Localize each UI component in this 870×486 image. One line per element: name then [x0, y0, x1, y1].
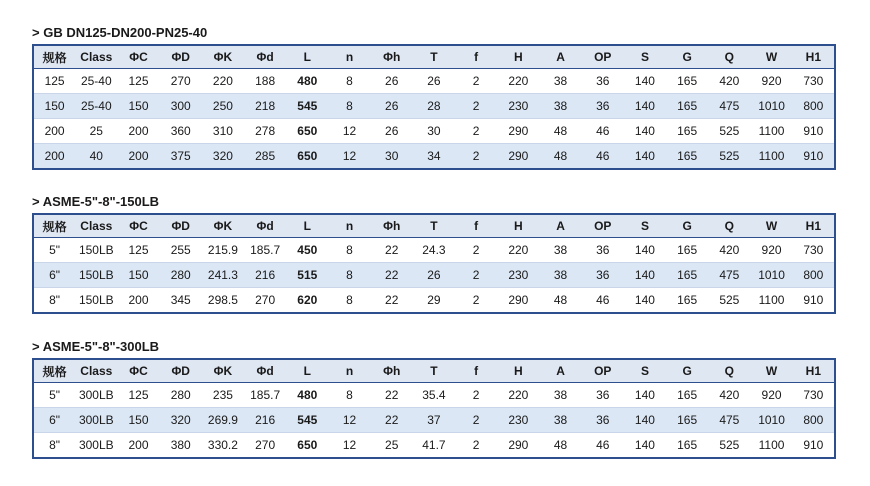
table-cell: 525 — [708, 119, 750, 144]
table-cell: 920 — [750, 383, 792, 408]
table-cell: 330.2 — [202, 433, 244, 459]
table-cell: 140 — [624, 94, 666, 119]
table-cell: 12 — [328, 119, 370, 144]
table-cell: 150LB — [75, 238, 117, 263]
table-cell: 165 — [666, 433, 708, 459]
table-cell: 650 — [286, 144, 328, 170]
table-cell: 345 — [160, 288, 202, 314]
table-cell: 200 — [117, 119, 159, 144]
table-cell: 230 — [497, 263, 539, 288]
table-cell: 216 — [244, 408, 286, 433]
column-header: T — [413, 45, 455, 69]
table-cell: 185.7 — [244, 238, 286, 263]
table-cell: 730 — [793, 69, 835, 94]
table-cell: 140 — [624, 408, 666, 433]
column-header: H — [497, 45, 539, 69]
column-header: S — [624, 45, 666, 69]
table-cell: 475 — [708, 408, 750, 433]
column-header: W — [750, 214, 792, 238]
column-header: H1 — [793, 45, 835, 69]
table-cell: 22 — [371, 408, 413, 433]
table-cell: 22 — [371, 238, 413, 263]
column-header: ΦC — [117, 214, 159, 238]
table-cell: 235 — [202, 383, 244, 408]
table-cell: 165 — [666, 238, 708, 263]
table-row — [33, 288, 835, 314]
column-header: 规格 — [33, 359, 75, 383]
table-cell: 26 — [413, 69, 455, 94]
table-cell: 290 — [497, 288, 539, 314]
spec-table — [32, 358, 836, 459]
table-cell: 200 — [117, 144, 159, 170]
column-header: n — [328, 359, 370, 383]
table-row — [33, 144, 835, 170]
table-cell: 38 — [539, 408, 581, 433]
table-cell: 36 — [582, 69, 624, 94]
table-cell: 300LB — [75, 433, 117, 459]
table-cell: 165 — [666, 69, 708, 94]
column-header: Q — [708, 359, 750, 383]
table-cell: 25 — [75, 119, 117, 144]
column-header: A — [539, 214, 581, 238]
table-cell: 26 — [371, 94, 413, 119]
table-cell: 165 — [666, 263, 708, 288]
column-header: L — [286, 214, 328, 238]
column-header: G — [666, 214, 708, 238]
table-cell: 480 — [286, 69, 328, 94]
table-cell: 150LB — [75, 263, 117, 288]
table-cell: 8 — [328, 238, 370, 263]
table-cell: 230 — [497, 94, 539, 119]
column-header: ΦD — [160, 359, 202, 383]
table-cell: 188 — [244, 69, 286, 94]
table-cell: 2 — [455, 144, 497, 170]
table-cell: 800 — [793, 94, 835, 119]
table-cell: 375 — [160, 144, 202, 170]
table-cell: 380 — [160, 433, 202, 459]
table-row — [33, 383, 835, 408]
table-cell: 300LB — [75, 383, 117, 408]
table-cell: 165 — [666, 94, 708, 119]
header-row — [33, 359, 835, 383]
table-cell: 41.7 — [413, 433, 455, 459]
table-cell: 2 — [455, 263, 497, 288]
section-title: > GB DN125-DN200-PN25-40 — [32, 25, 208, 40]
table-cell: 26 — [371, 119, 413, 144]
column-header: Φd — [244, 214, 286, 238]
table-cell: 36 — [582, 94, 624, 119]
table-cell: 30 — [371, 144, 413, 170]
table-cell: 515 — [286, 263, 328, 288]
column-header: ΦD — [160, 45, 202, 69]
table-cell: 46 — [582, 119, 624, 144]
column-header: T — [413, 214, 455, 238]
table-cell: 38 — [539, 69, 581, 94]
table-cell: 800 — [793, 408, 835, 433]
column-header: n — [328, 45, 370, 69]
table-cell: 450 — [286, 238, 328, 263]
table-cell: 1100 — [750, 119, 792, 144]
table-cell: 36 — [582, 263, 624, 288]
table-cell: 1010 — [750, 94, 792, 119]
table-cell: 25-40 — [75, 94, 117, 119]
table-cell: 38 — [539, 238, 581, 263]
column-header: n — [328, 214, 370, 238]
table-cell: 216 — [244, 263, 286, 288]
table-cell: 290 — [497, 144, 539, 170]
column-header: Class — [75, 214, 117, 238]
table-cell: 22 — [371, 383, 413, 408]
column-header: ΦC — [117, 359, 159, 383]
table-cell: 280 — [160, 263, 202, 288]
table-cell: 250 — [202, 94, 244, 119]
column-header: f — [455, 359, 497, 383]
column-header: Class — [75, 359, 117, 383]
table-cell: 26 — [413, 263, 455, 288]
table-cell: 1100 — [750, 433, 792, 459]
column-header: Φh — [371, 359, 413, 383]
spec-table — [32, 213, 836, 314]
table-cell: 26 — [371, 69, 413, 94]
table-cell: 480 — [286, 383, 328, 408]
column-header: S — [624, 359, 666, 383]
table-row — [33, 69, 835, 94]
column-header: G — [666, 359, 708, 383]
table-cell: 8 — [328, 383, 370, 408]
table-cell: 525 — [708, 433, 750, 459]
table-cell: 290 — [497, 119, 539, 144]
table-cell: 241.3 — [202, 263, 244, 288]
table-cell: 165 — [666, 144, 708, 170]
table-cell: 910 — [793, 288, 835, 314]
table-cell: 5" — [33, 238, 75, 263]
table-row — [33, 263, 835, 288]
column-header: W — [750, 359, 792, 383]
table-cell: 140 — [624, 433, 666, 459]
table-cell: 140 — [624, 288, 666, 314]
table-cell: 920 — [750, 238, 792, 263]
column-header: H1 — [793, 214, 835, 238]
table-cell: 8 — [328, 69, 370, 94]
table-row — [33, 408, 835, 433]
table-cell: 37 — [413, 408, 455, 433]
table-cell: 150LB — [75, 288, 117, 314]
column-header: L — [286, 359, 328, 383]
column-header: 规格 — [33, 214, 75, 238]
table-cell: 36 — [582, 238, 624, 263]
table-cell: 2 — [455, 238, 497, 263]
table-cell: 38 — [539, 383, 581, 408]
table-cell: 220 — [497, 238, 539, 263]
table-cell: 2 — [455, 288, 497, 314]
table-cell: 150 — [117, 408, 159, 433]
header-row — [33, 214, 835, 238]
table-cell: 140 — [624, 144, 666, 170]
column-header: ΦD — [160, 214, 202, 238]
table-cell: 2 — [455, 408, 497, 433]
table-cell: 165 — [666, 288, 708, 314]
table-cell: 285 — [244, 144, 286, 170]
table-cell: 6" — [33, 408, 75, 433]
table-cell: 650 — [286, 119, 328, 144]
column-header: Φh — [371, 45, 413, 69]
table-cell: 40 — [75, 144, 117, 170]
table-cell: 24.3 — [413, 238, 455, 263]
table-cell: 270 — [244, 288, 286, 314]
asme-150lb-section — [32, 193, 836, 314]
table-cell: 200 — [33, 119, 75, 144]
table-cell: 12 — [328, 408, 370, 433]
table-cell: 35.4 — [413, 383, 455, 408]
table-cell: 165 — [666, 408, 708, 433]
table-cell: 730 — [793, 238, 835, 263]
column-header: Φd — [244, 45, 286, 69]
table-cell: 525 — [708, 144, 750, 170]
column-header: 规格 — [33, 45, 75, 69]
table-cell: 125 — [117, 238, 159, 263]
table-cell: 1010 — [750, 263, 792, 288]
table-cell: 150 — [117, 94, 159, 119]
table-cell: 46 — [582, 288, 624, 314]
table-cell: 12 — [328, 144, 370, 170]
table-cell: 46 — [582, 433, 624, 459]
table-cell: 140 — [624, 69, 666, 94]
table-cell: 2 — [455, 119, 497, 144]
table-cell: 910 — [793, 119, 835, 144]
table-cell: 360 — [160, 119, 202, 144]
spec-table — [32, 44, 836, 170]
table-cell: 125 — [117, 69, 159, 94]
table-cell: 200 — [117, 433, 159, 459]
table-cell: 1100 — [750, 144, 792, 170]
header-row — [33, 45, 835, 69]
table-cell: 140 — [624, 238, 666, 263]
table-cell: 46 — [582, 144, 624, 170]
table-cell: 290 — [497, 433, 539, 459]
column-header: ΦC — [117, 45, 159, 69]
table-cell: 220 — [497, 383, 539, 408]
column-header: OP — [582, 45, 624, 69]
column-header: S — [624, 214, 666, 238]
table-cell: 185.7 — [244, 383, 286, 408]
table-cell: 270 — [244, 433, 286, 459]
table-cell: 320 — [160, 408, 202, 433]
table-cell: 28 — [413, 94, 455, 119]
table-cell: 125 — [33, 69, 75, 94]
table-cell: 48 — [539, 433, 581, 459]
table-cell: 6" — [33, 263, 75, 288]
table-cell: 140 — [624, 119, 666, 144]
table-cell: 298.5 — [202, 288, 244, 314]
table-cell: 910 — [793, 144, 835, 170]
section-title: > ASME-5"-8"-150LB — [32, 194, 160, 209]
table-cell: 255 — [160, 238, 202, 263]
table-cell: 300 — [160, 94, 202, 119]
table-cell: 38 — [539, 263, 581, 288]
table-cell: 280 — [160, 383, 202, 408]
table-cell: 2 — [455, 433, 497, 459]
table-cell: 800 — [793, 263, 835, 288]
table-cell: 30 — [413, 119, 455, 144]
table-cell: 200 — [33, 144, 75, 170]
table-cell: 475 — [708, 263, 750, 288]
table-cell: 420 — [708, 69, 750, 94]
table-cell: 230 — [497, 408, 539, 433]
table-cell: 1010 — [750, 408, 792, 433]
table-row — [33, 238, 835, 263]
column-header: A — [539, 359, 581, 383]
table-cell: 150 — [33, 94, 75, 119]
table-cell: 165 — [666, 383, 708, 408]
table-cell: 25-40 — [75, 69, 117, 94]
gb-section — [32, 24, 836, 170]
table-cell: 545 — [286, 408, 328, 433]
column-header: OP — [582, 359, 624, 383]
table-cell: 310 — [202, 119, 244, 144]
table-cell: 320 — [202, 144, 244, 170]
table-cell: 140 — [624, 263, 666, 288]
table-cell: 22 — [371, 288, 413, 314]
table-cell: 8 — [328, 263, 370, 288]
table-cell: 200 — [117, 288, 159, 314]
table-cell: 650 — [286, 433, 328, 459]
table-cell: 910 — [793, 433, 835, 459]
column-header: H — [497, 359, 539, 383]
table-cell: 278 — [244, 119, 286, 144]
table-cell: 269.9 — [202, 408, 244, 433]
table-cell: 475 — [708, 94, 750, 119]
column-header: W — [750, 45, 792, 69]
table-cell: 150 — [117, 263, 159, 288]
table-cell: 730 — [793, 383, 835, 408]
column-header: ΦK — [202, 359, 244, 383]
table-cell: 2 — [455, 94, 497, 119]
table-cell: 48 — [539, 288, 581, 314]
table-cell: 218 — [244, 94, 286, 119]
table-cell: 420 — [708, 238, 750, 263]
asme-300lb-section — [32, 338, 836, 459]
table-cell: 1100 — [750, 288, 792, 314]
column-header: Class — [75, 45, 117, 69]
table-row — [33, 433, 835, 459]
column-header: G — [666, 45, 708, 69]
table-cell: 22 — [371, 263, 413, 288]
column-header: ΦK — [202, 45, 244, 69]
column-header: T — [413, 359, 455, 383]
table-cell: 270 — [160, 69, 202, 94]
table-cell: 48 — [539, 144, 581, 170]
column-header: Φd — [244, 359, 286, 383]
table-cell: 5" — [33, 383, 75, 408]
column-header: f — [455, 45, 497, 69]
table-cell: 525 — [708, 288, 750, 314]
table-cell: 25 — [371, 433, 413, 459]
column-header: H1 — [793, 359, 835, 383]
table-cell: 220 — [202, 69, 244, 94]
table-cell: 2 — [455, 69, 497, 94]
section-title: > ASME-5"-8"-300LB — [32, 339, 160, 354]
table-cell: 220 — [497, 69, 539, 94]
table-cell: 36 — [582, 408, 624, 433]
column-header: A — [539, 45, 581, 69]
column-header: Q — [708, 45, 750, 69]
table-cell: 8" — [33, 288, 75, 314]
column-header: f — [455, 214, 497, 238]
table-cell: 920 — [750, 69, 792, 94]
column-header: ΦK — [202, 214, 244, 238]
column-header: Φh — [371, 214, 413, 238]
table-cell: 215.9 — [202, 238, 244, 263]
table-cell: 165 — [666, 119, 708, 144]
table-cell: 620 — [286, 288, 328, 314]
table-cell: 420 — [708, 383, 750, 408]
table-cell: 545 — [286, 94, 328, 119]
table-cell: 2 — [455, 383, 497, 408]
table-cell: 140 — [624, 383, 666, 408]
table-cell: 29 — [413, 288, 455, 314]
table-cell: 8 — [328, 288, 370, 314]
table-cell: 34 — [413, 144, 455, 170]
table-row — [33, 94, 835, 119]
table-row — [33, 119, 835, 144]
table-cell: 8" — [33, 433, 75, 459]
table-cell: 8 — [328, 94, 370, 119]
column-header: Q — [708, 214, 750, 238]
column-header: H — [497, 214, 539, 238]
column-header: L — [286, 45, 328, 69]
table-cell: 12 — [328, 433, 370, 459]
table-cell: 38 — [539, 94, 581, 119]
table-cell: 125 — [117, 383, 159, 408]
table-cell: 48 — [539, 119, 581, 144]
table-cell: 300LB — [75, 408, 117, 433]
column-header: OP — [582, 214, 624, 238]
table-cell: 36 — [582, 383, 624, 408]
